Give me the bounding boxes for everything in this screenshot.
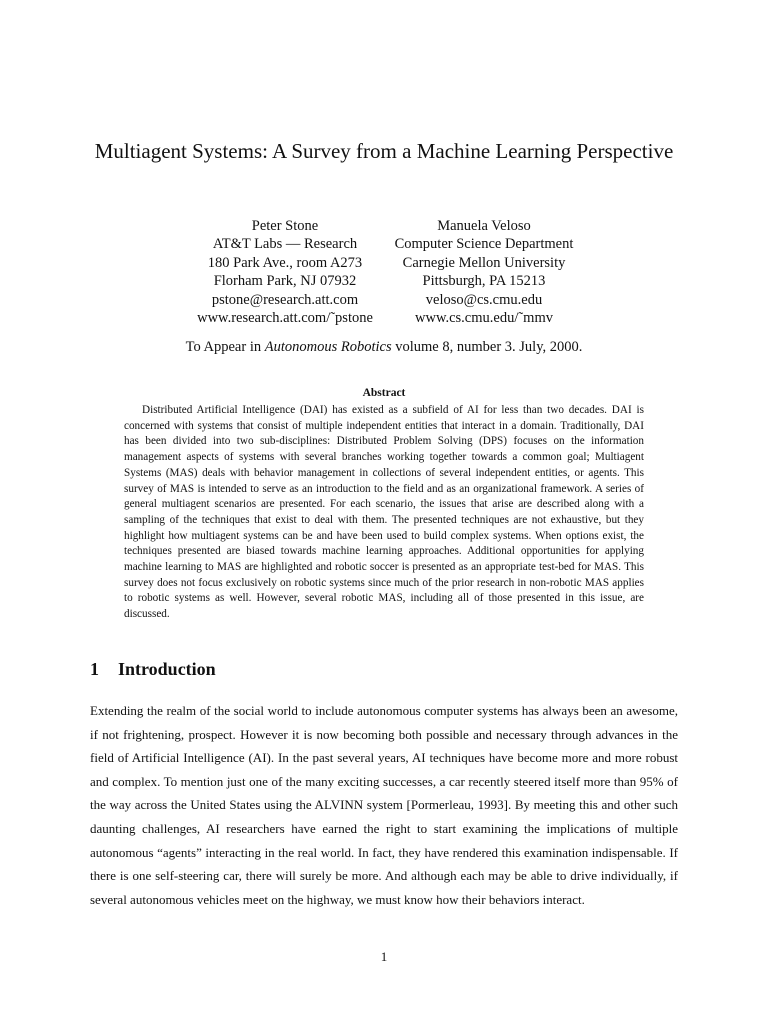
author-veloso: [372, 217, 596, 327]
section-heading: [90, 659, 216, 680]
author-stone: [170, 217, 400, 327]
page-number: 1: [380, 949, 388, 964]
author-affiliation: Computer Science Department: [394, 236, 574, 253]
author-email: pstone@research.att.com: [211, 291, 359, 308]
paper-title: Multiagent Systems: A Survey from a Machine Learning Perspective: [94, 139, 674, 163]
appear-suffix: volume 8, number 3. July, 2000.: [391, 339, 583, 355]
author-web: www.research.att.com/˜pstone: [197, 310, 373, 327]
abstract-text: Distributed Artificial Intelligence (DAI) has existed as a subfield of AI for less than two decades. DAI is concerned with systems that consist of multiple independent entities that interact in a domain. Traditionally, DAI has been divided into two sub-disciplines: Distributed Problem Solving (DPS) focuses on the information management aspects of systems with several branches working together towards a common goal; Multiagent Systems (MAS) deals with behavior management in collections of several independent entities, or agents. This survey of MAS is intended to serve as an introduction to the field and as an organizational framework. A series of general multiagent scenarios are presented. For each scenario, the issues that arise are described along with a sampling of the techniques that exist to deal with them. The presented techniques are not exhaustive, but they highlight how multiagent systems can be and have been used to build complex systems. When options exist, the techniques presented are biased towards machine learning approaches. Additional opportunities for applying machine learning to MAS are highlighted and robotic soccer is presented as an appropriate test-bed for MAS. This survey does not focus exclusively on robotic systems since much of the prior research in non-robotic MAS applies to robotic systems as well. However, several robotic MAS, including all of those presented in this issue, are discussed.: [124, 404, 644, 621]
appear-prefix: To Appear in: [185, 339, 265, 355]
author-name: Peter Stone: [251, 218, 319, 234]
introduction-text: Extending the realm of the social world to include autonomous computer systems has always been an awesome, if not frightening, prospect. However it is now becoming both possible and necessary through advances in the field of Artificial Intelligence (AI). In the past several years, AI techniques have become more and more robust and complex. To mention just one of the many exciting successes, a car recently steered itself more than 95% of the way across the United States using the ALVINN system [Pormerleau, 1993]. By meeting this and other such daunting challenges, AI researchers have earned the right to start examining the implications of multiple autonomous “agents” interacting in the real world. In fact, they have rendered this examination indispensable. If there is one self-steering car, there will surely be more. And although each may be able to drive individually, if several autonomous vehicles meet on the highway, we must know how their behaviors interact.: [90, 703, 678, 907]
author-address-line2: Florham Park, NJ 07932: [213, 273, 357, 290]
section-title: Introduction: [118, 659, 216, 679]
section-number: 1: [90, 659, 99, 679]
journal-name: Autonomous Robotics: [264, 339, 392, 355]
author-address-line1: 180 Park Ave., room A273: [207, 254, 363, 271]
author-address-line1: Carnegie Mellon University: [402, 254, 566, 271]
abstract-heading: Abstract: [362, 387, 406, 399]
author-name: Manuela Veloso: [437, 218, 531, 234]
author-email: veloso@cs.cmu.edu: [425, 291, 543, 308]
author-address-line2: Pittsburgh, PA 15213: [422, 273, 546, 290]
publication-note: [0, 339, 768, 356]
author-affiliation: AT&T Labs — Research: [212, 236, 358, 253]
author-web: www.cs.cmu.edu/˜mmv: [415, 310, 553, 327]
